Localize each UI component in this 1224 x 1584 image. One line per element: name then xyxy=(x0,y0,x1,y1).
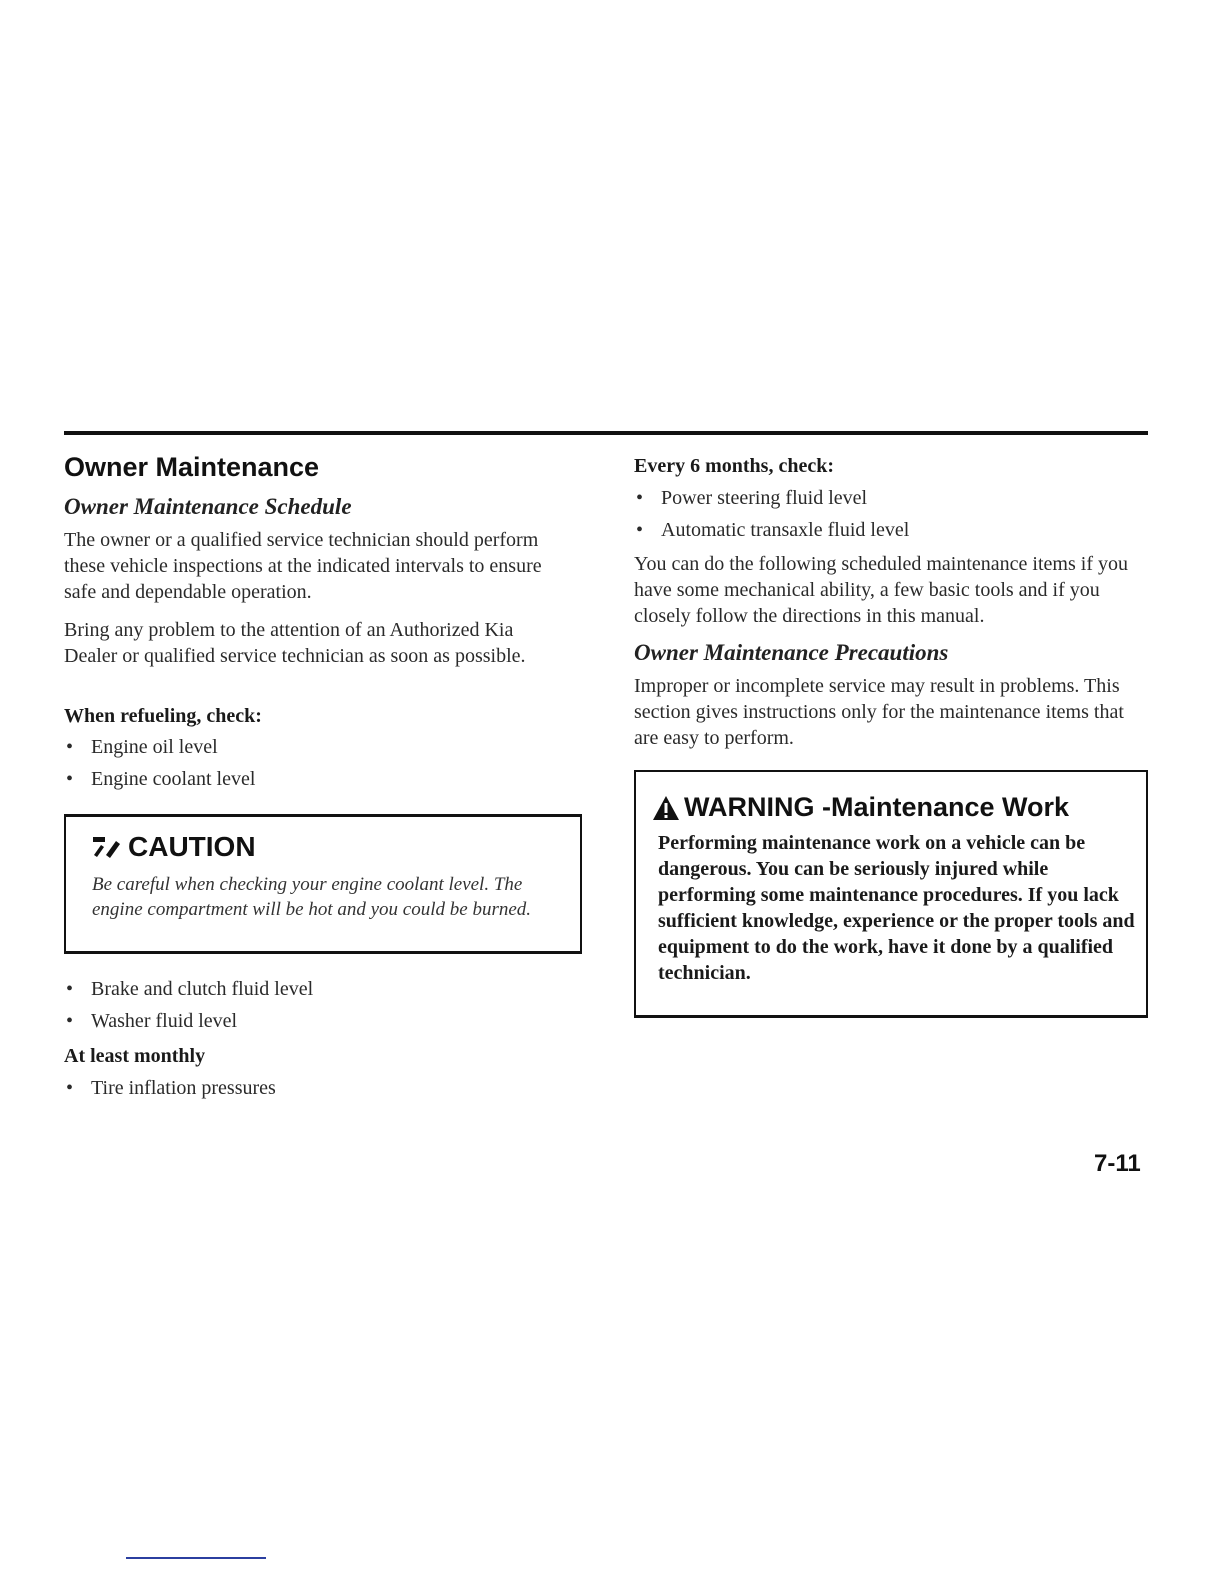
intro-paragraph: The owner or a qualified service technician should perform these vehicle inspections at the indicated intervals to ensure safe and dependable operation. xyxy=(64,529,542,603)
section-title: Owner Maintenance xyxy=(64,452,320,482)
warning-triangle-icon xyxy=(652,795,680,821)
list-item: • Automatic transaxle fluid level xyxy=(634,514,909,546)
list-item: • Brake and clutch fluid level xyxy=(64,973,313,1005)
caution-box xyxy=(64,814,582,954)
page-number: 7-11 xyxy=(1094,1150,1141,1177)
list-item: • Engine coolant level xyxy=(64,763,255,795)
six-months-list xyxy=(634,482,909,546)
warning-text: Performing maintenance work on a vehicle can be dangerous. You can be seriously injured while performing some maintenance procedures. If you lack sufficient knowledge, experience or the proper tools and equipment to do the work, have it done by a qualified technician. xyxy=(658,832,1135,984)
problem-paragraph: Bring any problem to the attention of an Authorized Kia Dealer or qualified service technician as soon as possible. xyxy=(64,619,526,667)
schedule-heading: Owner Maintenance Schedule xyxy=(64,494,352,519)
list-item: • Engine oil level xyxy=(64,731,255,763)
caution-text: Be careful when checking your engine coolant level. The engine compartment will be hot and you could be burned. xyxy=(92,874,532,920)
caution-title: CAUTION xyxy=(128,831,256,862)
refueling-list-continued xyxy=(64,973,313,1037)
refueling-list xyxy=(64,731,255,795)
warning-box xyxy=(634,770,1148,1018)
precautions-heading: Owner Maintenance Precautions xyxy=(634,640,949,665)
monthly-label: At least monthly xyxy=(64,1045,206,1067)
refueling-label: When refueling, check: xyxy=(64,705,262,727)
warning-heading xyxy=(652,792,1069,823)
scheduled-paragraph: You can do the following scheduled maintenance items if you have some mechanical ability, a few basic tools and if you closely follow the directions in this manual. xyxy=(634,553,1128,627)
caution-wrench-icon xyxy=(92,835,122,859)
bottom-rule xyxy=(126,1557,266,1559)
warning-title: WARNING -Maintenance Work xyxy=(684,792,1070,822)
six-months-label: Every 6 months, check: xyxy=(634,455,834,477)
top-rule xyxy=(64,431,1148,435)
precautions-paragraph: Improper or incomplete service may result in problems. This section gives instructions only for the maintenance items that are easy to perform. xyxy=(634,675,1124,749)
list-item: • Power steering fluid level xyxy=(634,482,909,514)
list-item: • Washer fluid level xyxy=(64,1005,313,1037)
caution-heading xyxy=(92,831,256,863)
monthly-list xyxy=(64,1072,276,1104)
list-item: • Tire inflation pressures xyxy=(64,1072,276,1104)
